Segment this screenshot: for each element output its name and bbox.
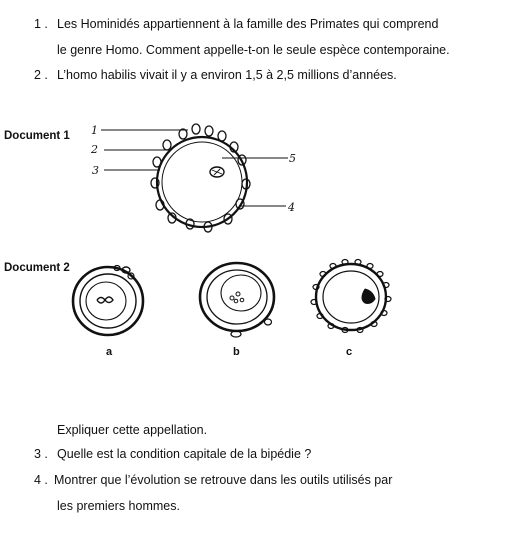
document2-figure-b xyxy=(200,263,274,337)
doc2-sublabel-c: c xyxy=(346,346,353,358)
doc1-annotation-1: 1 xyxy=(91,124,98,137)
doc1-annotation-2: 2 xyxy=(91,143,98,156)
q1-text-line1: Les Hominidés appartiennent à la famille des Primates qui comprend xyxy=(57,17,439,31)
document2-figure-a xyxy=(73,266,143,336)
doc2-sublabel-a: a xyxy=(106,346,113,358)
document2-figure-c xyxy=(311,260,391,333)
q3-text-line1: Quelle est la condition capitale de la bipédie ? xyxy=(57,447,312,461)
q1-text-line2: le genre Homo. Comment appelle-t-on le seule espèce contemporaine. xyxy=(57,43,450,57)
doc1-annotation-4: 4 xyxy=(288,201,295,214)
doc1-annotation-3: 3 xyxy=(92,164,99,177)
document1-label: Document 1 xyxy=(4,130,70,142)
q4-text-line2: les premiers hommes. xyxy=(57,499,180,513)
doc2-sublabel-b: b xyxy=(233,346,240,358)
q4-text-line1: Montrer que l’évolution se retrouve dans les outils utilisés par xyxy=(54,473,393,487)
q2-text-line2: Expliquer cette appellation. xyxy=(57,423,208,437)
q3-number: 3 . xyxy=(34,447,48,461)
q4-number: 4 . xyxy=(34,473,48,487)
document2-label: Document 2 xyxy=(4,262,70,274)
doc1-annotation-5: 5 xyxy=(289,152,296,165)
q2-number: 2 . xyxy=(34,68,48,82)
q2-text-line1: L’homo habilis vivait il y a environ 1,5 à 2,5 millions d’années. xyxy=(57,68,397,82)
q1-number: 1 . xyxy=(34,17,48,31)
document1-figure xyxy=(101,124,288,232)
